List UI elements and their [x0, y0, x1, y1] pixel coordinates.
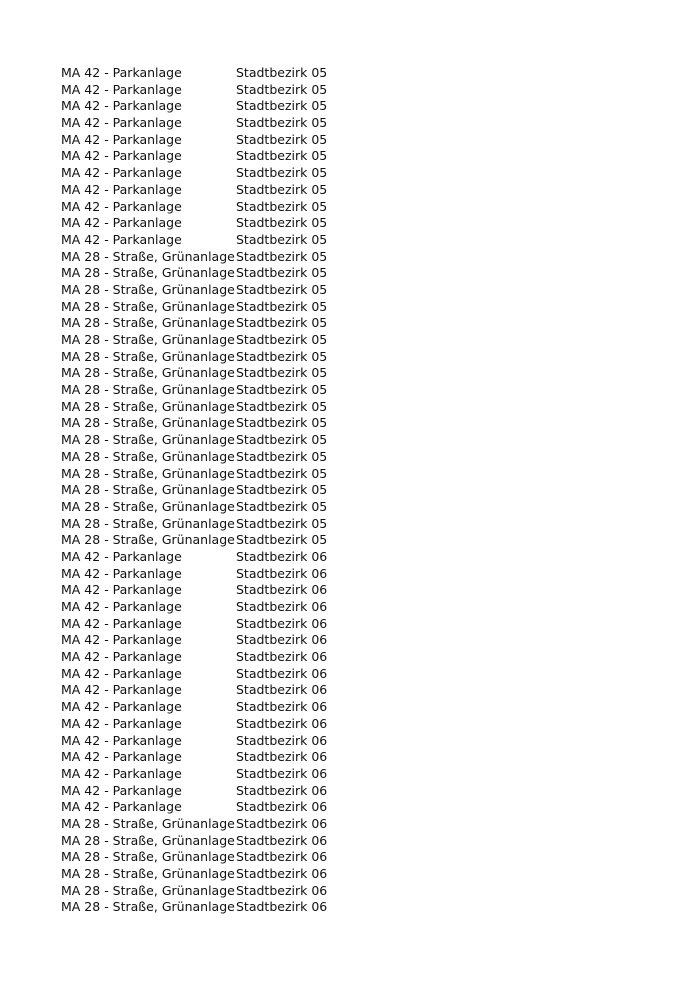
table-row [61, 682, 361, 699]
table-row [61, 399, 361, 416]
table-row [61, 182, 361, 199]
district-cell: Stadtbezirk 05 [236, 298, 328, 314]
table-row [61, 866, 361, 883]
department-cell: MA 42 - Parkanlage [61, 582, 182, 598]
district-cell: Stadtbezirk 06 [236, 782, 328, 798]
table-row [61, 499, 361, 516]
department-cell: MA 28 - Straße, Grünanlage [61, 281, 235, 297]
department-cell: MA 42 - Parkanlage [61, 732, 182, 748]
district-cell: Stadtbezirk 05 [236, 465, 328, 481]
table-row [61, 349, 361, 366]
department-cell: MA 28 - Straße, Grünanlage [61, 832, 235, 848]
department-cell: MA 28 - Straße, Grünanlage [61, 882, 235, 898]
department-cell: MA 28 - Straße, Grünanlage [61, 482, 235, 498]
district-cell: Stadtbezirk 06 [236, 599, 328, 614]
table-row [61, 799, 361, 816]
table-row [61, 265, 361, 282]
table-row [61, 232, 361, 249]
district-cell: Stadtbezirk 06 [236, 632, 328, 648]
department-cell: MA 42 - Parkanlage [61, 131, 182, 147]
department-cell: MA 42 - Parkanlage [61, 165, 182, 181]
table-row [61, 883, 361, 900]
district-cell: Stadtbezirk 05 [236, 365, 328, 381]
department-cell: MA 42 - Parkanlage [61, 782, 182, 798]
table-row [61, 65, 361, 82]
table-row [61, 716, 361, 733]
district-cell: Stadtbezirk 05 [236, 315, 328, 331]
department-cell: MA 42 - Parkanlage [61, 148, 182, 164]
department-cell: MA 28 - Straße, Grünanlage [61, 348, 235, 364]
table-row [61, 199, 361, 216]
table-row [61, 315, 361, 332]
district-cell: Stadtbezirk 06 [236, 548, 328, 564]
table-row [61, 332, 361, 349]
department-cell: MA 42 - Parkanlage [61, 715, 182, 731]
department-cell: MA 28 - Straße, Grünanlage [61, 315, 235, 331]
table-row [61, 282, 361, 299]
table-row [61, 115, 361, 132]
district-cell: Stadtbezirk 05 [236, 165, 328, 181]
district-cell: Stadtbezirk 06 [236, 882, 328, 898]
department-cell: MA 42 - Parkanlage [61, 548, 182, 564]
table-row [61, 215, 361, 232]
table-row [61, 816, 361, 833]
district-cell: Stadtbezirk 05 [236, 98, 328, 114]
district-cell: Stadtbezirk 05 [236, 498, 328, 514]
department-cell: MA 28 - Straße, Grünanlage [61, 365, 235, 381]
department-cell: MA 42 - Parkanlage [61, 565, 182, 581]
department-cell: MA 28 - Straße, Grünanlage [61, 815, 235, 831]
department-cell: MA 42 - Parkanlage [61, 115, 182, 131]
department-cell: MA 28 - Straße, Grünanlage [61, 532, 235, 548]
district-cell: Stadtbezirk 06 [236, 832, 328, 848]
table-row [61, 766, 361, 783]
district-cell: Stadtbezirk 05 [236, 532, 328, 548]
district-cell: Stadtbezirk 05 [236, 415, 328, 431]
department-cell: MA 42 - Parkanlage [61, 632, 182, 648]
department-cell: MA 28 - Straße, Grünanlage [61, 248, 235, 264]
district-cell: Stadtbezirk 05 [236, 148, 328, 164]
table-row [61, 432, 361, 449]
table-row [61, 666, 361, 683]
district-cell: Stadtbezirk 06 [236, 649, 328, 665]
department-cell: MA 28 - Straße, Grünanlage [61, 332, 235, 347]
district-cell: Stadtbezirk 06 [236, 665, 328, 681]
table-row [61, 783, 361, 800]
district-cell: Stadtbezirk 06 [236, 815, 328, 831]
department-cell: MA 42 - Parkanlage [61, 198, 182, 214]
department-cell: MA 42 - Parkanlage [61, 231, 182, 247]
department-cell: MA 28 - Straße, Grünanlage [61, 866, 235, 881]
district-cell: Stadtbezirk 05 [236, 198, 328, 214]
table-row [61, 98, 361, 115]
table-row [61, 749, 361, 766]
district-cell: Stadtbezirk 05 [236, 448, 328, 464]
district-cell: Stadtbezirk 05 [236, 231, 328, 247]
table-row [61, 599, 361, 616]
district-cell: Stadtbezirk 06 [236, 615, 328, 631]
table-row [61, 299, 361, 316]
district-cell: Stadtbezirk 06 [236, 866, 328, 881]
district-cell: Stadtbezirk 06 [236, 749, 328, 765]
department-cell: MA 28 - Straße, Grünanlage [61, 465, 235, 481]
department-cell: MA 28 - Straße, Grünanlage [61, 415, 235, 431]
department-cell: MA 28 - Straße, Grünanlage [61, 849, 235, 865]
district-cell: Stadtbezirk 05 [236, 131, 328, 147]
district-cell: Stadtbezirk 05 [236, 248, 328, 264]
department-cell: MA 28 - Straße, Grünanlage [61, 298, 235, 314]
department-cell: MA 42 - Parkanlage [61, 615, 182, 631]
department-cell: MA 42 - Parkanlage [61, 599, 182, 614]
table-row [61, 549, 361, 566]
table-row [61, 365, 361, 382]
table-row [61, 415, 361, 432]
district-cell: Stadtbezirk 06 [236, 565, 328, 581]
district-cell: Stadtbezirk 06 [236, 732, 328, 748]
data-table [61, 65, 361, 916]
table-row [61, 849, 361, 866]
department-cell: MA 28 - Straße, Grünanlage [61, 899, 235, 915]
department-cell: MA 28 - Straße, Grünanlage [61, 382, 235, 398]
table-row [61, 82, 361, 99]
district-cell: Stadtbezirk 05 [236, 181, 328, 197]
department-cell: MA 28 - Straße, Grünanlage [61, 265, 235, 281]
district-cell: Stadtbezirk 06 [236, 582, 328, 598]
table-row [61, 249, 361, 266]
table-row [61, 649, 361, 666]
department-cell: MA 42 - Parkanlage [61, 181, 182, 197]
table-row [61, 582, 361, 599]
department-cell: MA 42 - Parkanlage [61, 799, 182, 815]
table-row [61, 899, 361, 916]
district-cell: Stadtbezirk 05 [236, 332, 328, 347]
table-row [61, 482, 361, 499]
district-cell: Stadtbezirk 05 [236, 482, 328, 498]
district-cell: Stadtbezirk 05 [236, 81, 328, 97]
table-row [61, 449, 361, 466]
table-row [61, 632, 361, 649]
department-cell: MA 42 - Parkanlage [61, 682, 182, 698]
table-row [61, 733, 361, 750]
department-cell: MA 42 - Parkanlage [61, 749, 182, 765]
district-cell: Stadtbezirk 05 [236, 382, 328, 398]
district-cell: Stadtbezirk 05 [236, 265, 328, 281]
district-cell: Stadtbezirk 05 [236, 398, 328, 414]
district-cell: Stadtbezirk 05 [236, 115, 328, 131]
table-row [61, 148, 361, 165]
department-cell: MA 42 - Parkanlage [61, 98, 182, 114]
table-row [61, 132, 361, 149]
table-row [61, 516, 361, 533]
table-row [61, 833, 361, 850]
district-cell: Stadtbezirk 05 [236, 65, 328, 80]
district-cell: Stadtbezirk 05 [236, 348, 328, 364]
table-row [61, 382, 361, 399]
department-cell: MA 42 - Parkanlage [61, 215, 182, 231]
district-cell: Stadtbezirk 06 [236, 715, 328, 731]
department-cell: MA 42 - Parkanlage [61, 765, 182, 781]
district-cell: Stadtbezirk 05 [236, 432, 328, 448]
district-cell: Stadtbezirk 06 [236, 699, 328, 715]
department-cell: MA 42 - Parkanlage [61, 699, 182, 715]
district-cell: Stadtbezirk 05 [236, 281, 328, 297]
district-cell: Stadtbezirk 06 [236, 682, 328, 698]
department-cell: MA 28 - Straße, Grünanlage [61, 498, 235, 514]
department-cell: MA 42 - Parkanlage [61, 65, 182, 80]
department-cell: MA 28 - Straße, Grünanlage [61, 432, 235, 448]
district-cell: Stadtbezirk 06 [236, 899, 328, 915]
department-cell: MA 28 - Straße, Grünanlage [61, 515, 235, 531]
table-row [61, 532, 361, 549]
table-row [61, 466, 361, 483]
table-row [61, 566, 361, 583]
department-cell: MA 42 - Parkanlage [61, 665, 182, 681]
department-cell: MA 42 - Parkanlage [61, 649, 182, 665]
department-cell: MA 28 - Straße, Grünanlage [61, 448, 235, 464]
district-cell: Stadtbezirk 06 [236, 799, 328, 815]
department-cell: MA 28 - Straße, Grünanlage [61, 398, 235, 414]
district-cell: Stadtbezirk 06 [236, 765, 328, 781]
table-row [61, 165, 361, 182]
department-cell: MA 42 - Parkanlage [61, 81, 182, 97]
district-cell: Stadtbezirk 05 [236, 215, 328, 231]
table-row [61, 616, 361, 633]
district-cell: Stadtbezirk 06 [236, 849, 328, 865]
table-row [61, 699, 361, 716]
district-cell: Stadtbezirk 05 [236, 515, 328, 531]
